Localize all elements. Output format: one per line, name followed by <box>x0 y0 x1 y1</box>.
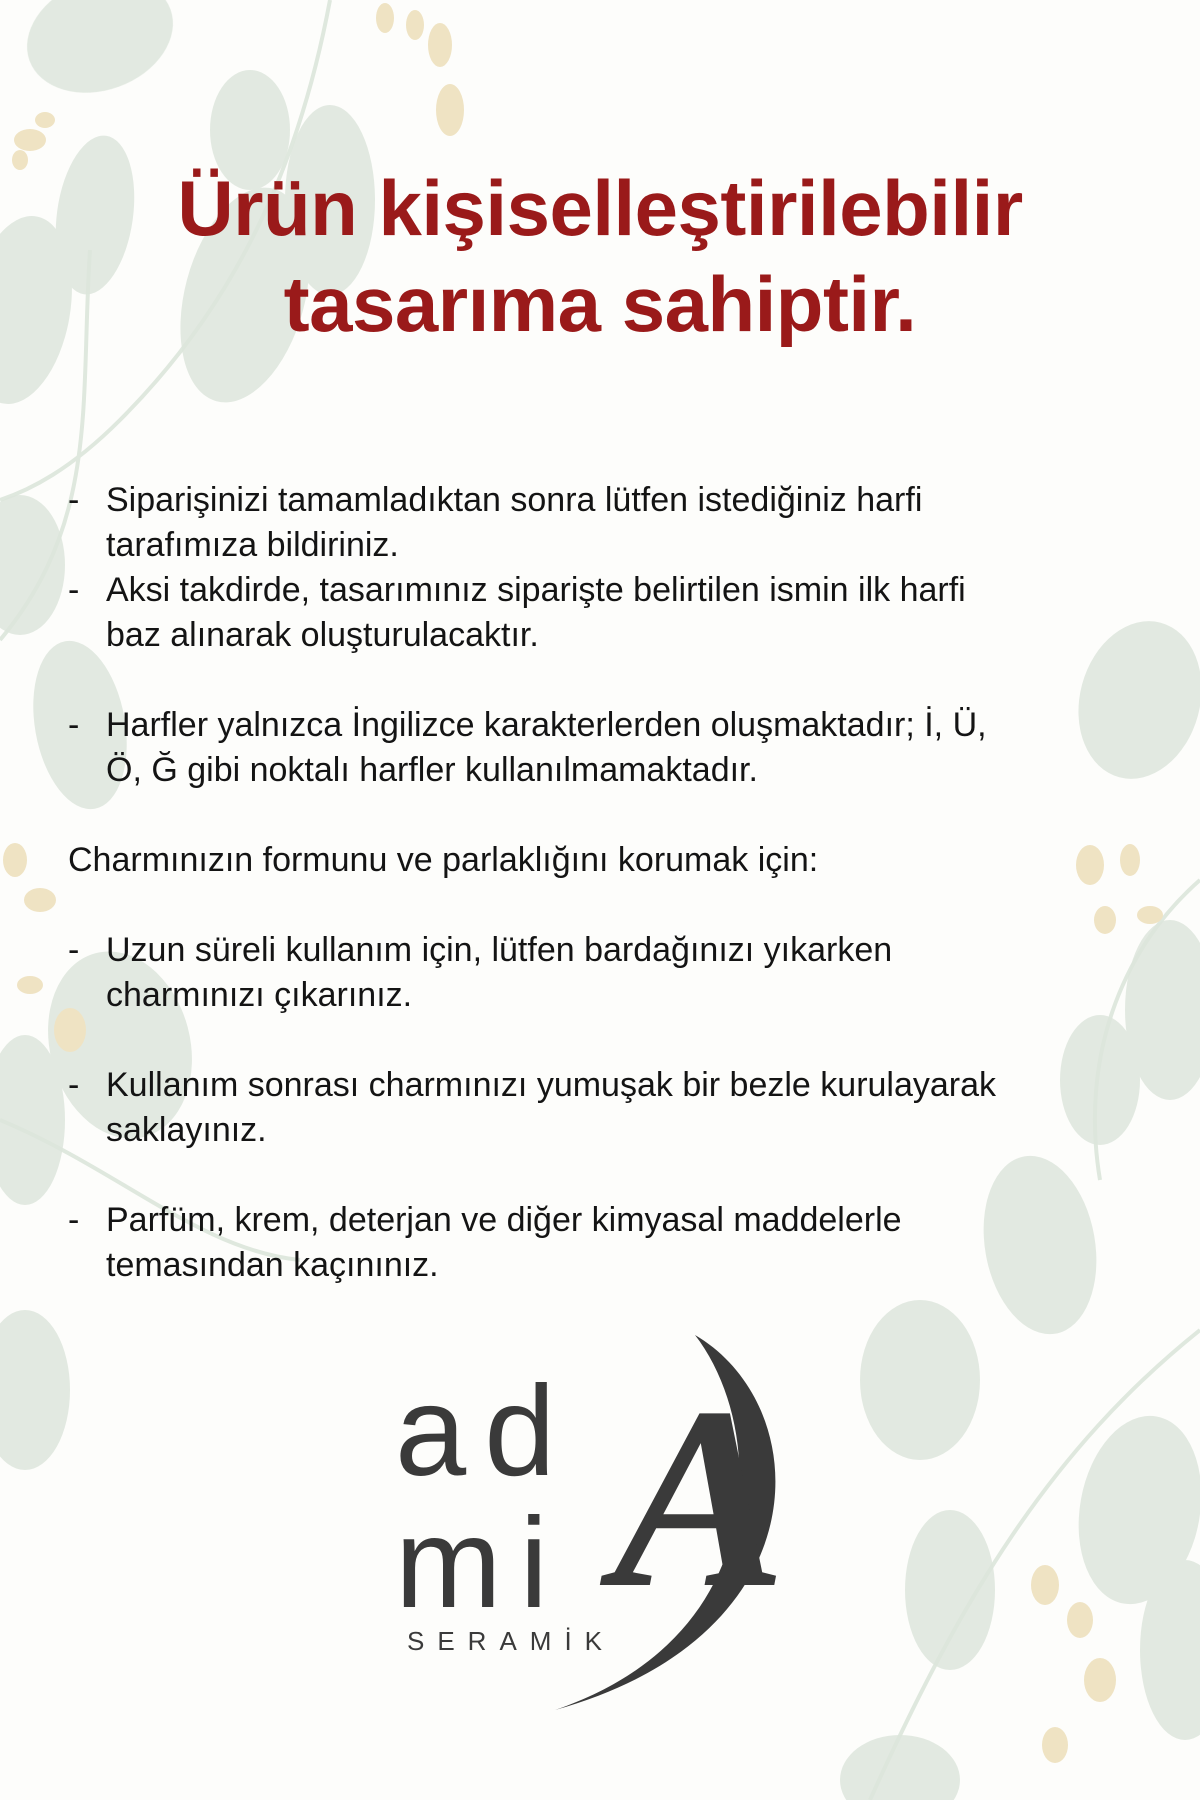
list-item-line-2: tarafımıza bildiriniz. <box>106 526 399 564</box>
bullet-dash: - <box>68 571 80 609</box>
care-heading: Charmınızın formunu ve parlaklığını korumak için: <box>68 841 819 879</box>
list-item-line-2: temasından kaçınınız. <box>106 1246 439 1284</box>
list-item-line-2: Ö, Ğ gibi noktalı harfler kullanılmamaktadır. <box>106 751 758 789</box>
list-item <box>68 568 1138 658</box>
logo-row-1: ad <box>395 1360 574 1503</box>
bullet-dash: - <box>68 706 80 744</box>
logo-row-2: mi <box>395 1492 567 1635</box>
title-line-1: Ürün kişiselleştirilebilir <box>177 164 1023 252</box>
bullet-dash: - <box>68 1201 80 1239</box>
logo-emblem-letter: A <box>613 1354 787 1642</box>
bullet-dash: - <box>68 931 80 969</box>
list-item <box>68 1063 1138 1153</box>
list-item-line-1: Harfler yalnızca İngilizce karakterlerden oluşmaktadır; İ, Ü, <box>106 706 987 744</box>
bullet-dash: - <box>68 1066 80 1104</box>
list-item-line-1: Siparişinizi tamamladıktan sonra lütfen istediğiniz harfi <box>106 481 923 519</box>
list-item-line-1: Parfüm, krem, deterjan ve diğer kimyasal maddelerle <box>106 1201 902 1239</box>
logo-subtitle: SERAMİK <box>407 1626 616 1656</box>
instructions <box>68 478 1138 1288</box>
list-item-line-2: baz alınarak oluşturulacaktır. <box>106 616 539 654</box>
list-item-line-2: saklayınız. <box>106 1111 267 1149</box>
list-item-line-1: Kullanım sonrası charmınızı yumuşak bir bezle kurulayarak <box>106 1066 997 1104</box>
list-item <box>68 703 1138 793</box>
brand-logo <box>395 1335 815 1715</box>
list-item-line-1: Aksi takdirde, tasarımınız siparişte belirtilen ismin ilk harfi <box>106 571 966 609</box>
list-item-line-2: charmınızı çıkarınız. <box>106 976 413 1014</box>
list-item-line-1: Uzun süreli kullanım için, lütfen bardağınızı yıkarken <box>106 931 893 969</box>
bullet-dash: - <box>68 481 80 519</box>
page-title <box>60 160 1140 352</box>
title-line-2: tasarıma sahiptir. <box>283 260 917 348</box>
list-item <box>68 928 1138 1018</box>
list-item <box>68 1198 1138 1288</box>
list-item <box>68 478 1138 568</box>
